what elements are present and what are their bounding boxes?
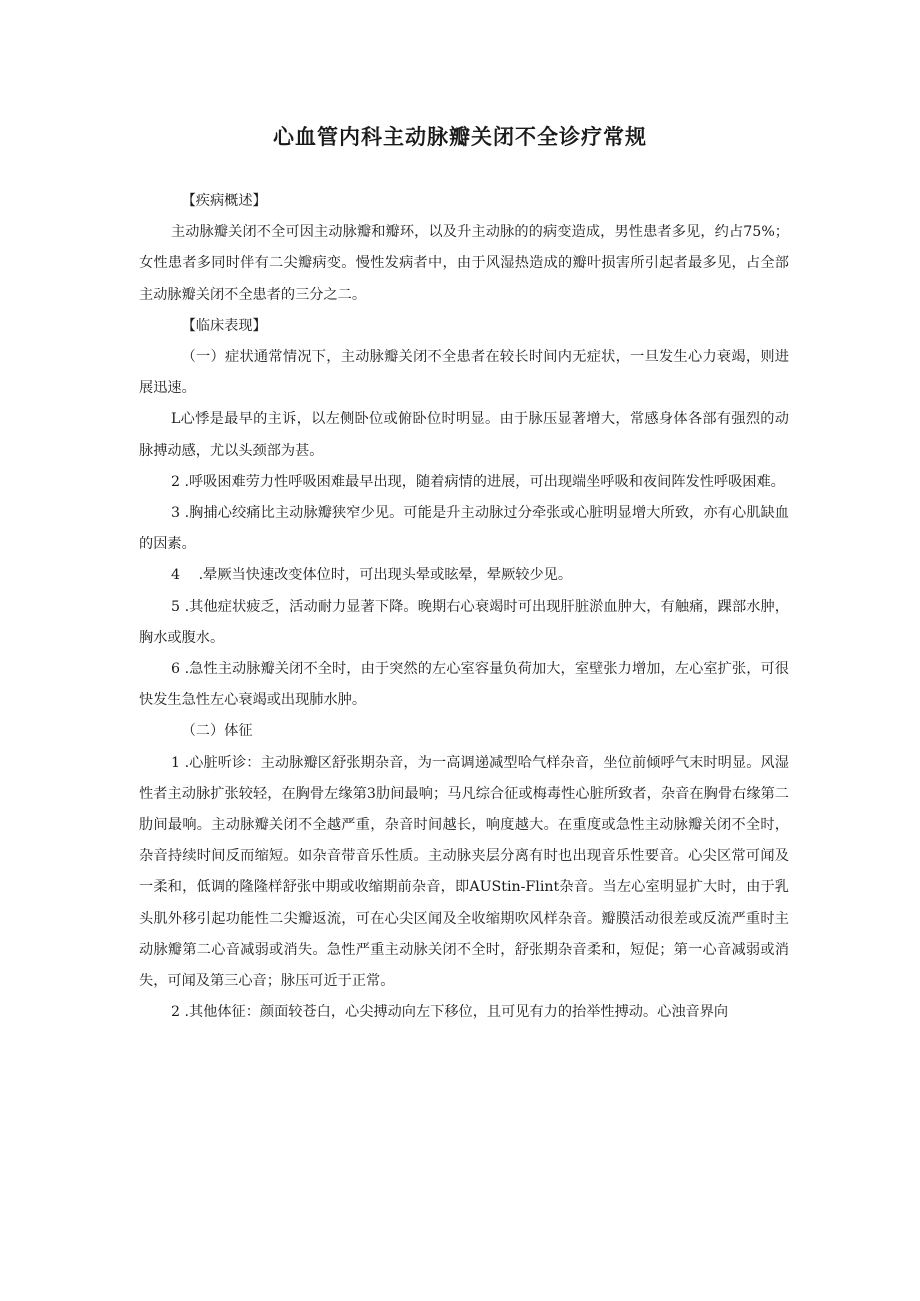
paragraph-symptom-6: 6 .急性主动脉瓣关闭不全时，由于突然的左心室容量负荷加大，室壁张力增加，左心室扩张，可很快发生急性左心衰竭或出现肺水肿。 (139, 661, 789, 709)
paragraph-symptom-1: L心悸是最早的主诉，以左侧卧位或俯卧位时明显。由于脉压显著增大，常感身体各部有强烈的动脉搏动感，尤以头颈部为甚。 (139, 411, 789, 459)
page-title: 心血管内科主动脉瓣关闭不全诊疗常规 (273, 125, 647, 149)
paragraph-sign-1: 1 .心脏听诊：主动脉瓣区舒张期杂音，为一高调递减型哈气样杂音，坐位前倾呼气末时明显。风湿性者主动脉扩张较轻，在胸骨左缘第3肋间最响；马凡综合征或梅毒性心脏所致者，杂音在胸骨右缘第二肋间最响。主动脉瓣关闭不全越严重，杂音时间越长，响度越大。在重度或急性主动脉瓣关闭不全时，杂音持续时间反而缩短。如杂音带音乐性质。主动脉夹层分离有时也出现音乐性要音。心尖区常可闻及一柔和，低调的隆隆样舒张中期或收缩期前杂音，即AUStin-Flint杂音。当左心室明显扩大时，由于乳头肌外移引起功能性二尖瓣返流，可在心尖区闻及全收缩期吹风样杂音。瓣膜活动很差或反流严重时主动脉瓣第二心音减弱或消失。急性严重主动脉关闭不全时，舒张期杂音柔和，短促；第一心音减弱或消失，可闻及第三心音；脉压可近于正常。 (139, 754, 789, 990)
paragraph-overview: 主动脉瓣关闭不全可因主动脉瓣和瓣环，以及升主动脉的的病变造成，男性患者多见，约占75%；女性患者多同时伴有二尖瓣病变。慢性发病者中，由于风湿热造成的瓣叶损害所引起者最多见，占全部主动脉瓣关闭不全患者的三分之二。 (139, 224, 789, 303)
paragraph-symptom-2: 2 .呼吸困难劳力性呼吸困难最早出现，随着病情的进展，可出现端坐呼吸和夜间阵发性呼吸困难。 (170, 473, 785, 490)
document-body (139, 186, 789, 1028)
paragraph-symptom-4: 4 .晕厥当快速改变体位时，可出现头晕或眩晕，晕厥较少见。 (170, 567, 573, 584)
section-heading-clinical: 【临床表现】 (181, 317, 267, 334)
section-heading-overview: 【疾病概述】 (181, 193, 267, 209)
paragraph-sign-2: 2 .其他体征：颜面较苍白，心尖搏动向左下移位，且可见有力的抬举性搏动。心浊音界向 (170, 1004, 729, 1021)
paragraph-symptom-3: 3 .胸捕心绞痛比主动脉瓣狭窄少见。可能是升主动脉过分牵张或心脏明显增大所致，亦有心肌缺血的因素。 (139, 505, 789, 553)
paragraph-symptoms-intro: （一）症状通常情况下，主动脉瓣关闭不全患者在较长时间内无症状，一旦发生心力衰竭，则进展迅速。 (139, 349, 789, 397)
paragraph-symptom-5: 5 .其他症状疲乏，活动耐力显著下降。晚期右心衰竭时可出现肝脏淤血肿大，有触痛，踝部水肿，胸水或腹水。 (139, 598, 789, 646)
section-heading-signs: （二）体征 (181, 723, 253, 740)
